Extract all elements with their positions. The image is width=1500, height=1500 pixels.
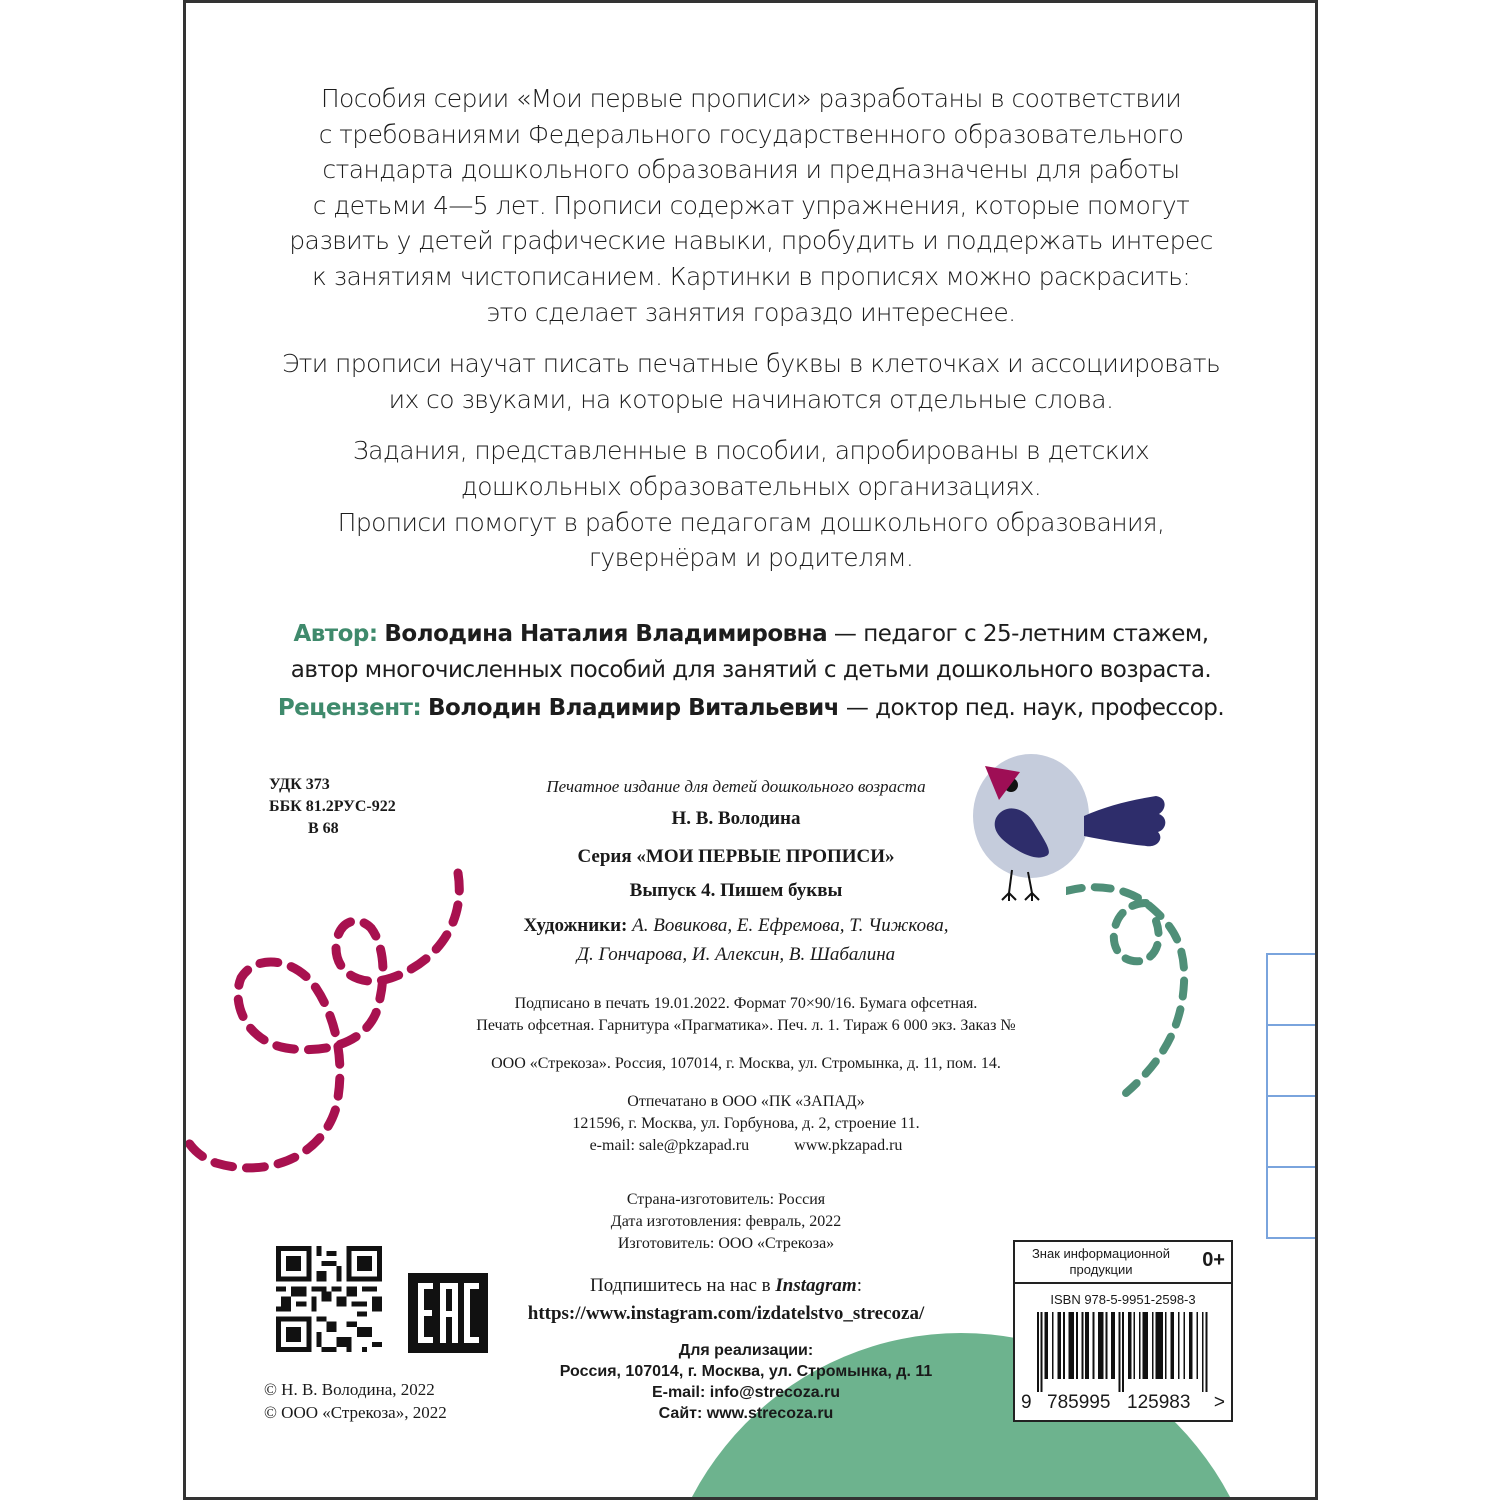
intro-text (266, 81, 1236, 592)
barcode-digit-first: 9 (1021, 1392, 1032, 1413)
reviewer-name: Володин Владимир Витальевич (428, 695, 840, 721)
instagram-brand: Instagram (775, 1275, 857, 1296)
writing-cell (1266, 953, 1315, 1024)
barcode-digit-group-2: 125983 (1127, 1392, 1191, 1413)
reviewer-credit (226, 690, 1276, 726)
imprint (436, 775, 1036, 969)
text-line: это сделает занятия гораздо интереснее. (486, 297, 1016, 327)
author-name: Володина Наталия Владимировна (384, 621, 828, 647)
instagram-suffix: : (856, 1275, 862, 1296)
manufacturer: Изготовитель: ООО «Стрекоза» (617, 1235, 835, 1252)
sale-address: Россия, 107014, г. Москва, ул. Стромынка, д. 11 (559, 1363, 933, 1380)
text-line: Пособия серии «Мои первые прописи» разработаны в соответствии (320, 84, 1182, 113)
writing-cell (1266, 1095, 1315, 1166)
intro-paragraph-3 (266, 433, 1236, 575)
qr-code-icon[interactable] (276, 1246, 382, 1352)
classification-codes (269, 774, 396, 840)
text-line: гувернёрам и родителям. (588, 543, 914, 573)
artists-label: Художники: (523, 915, 628, 936)
writing-cell (1266, 1024, 1315, 1095)
magenta-dashed-loop-icon (186, 853, 486, 1193)
isbn-box (1013, 1240, 1233, 1422)
publisher-address: ООО «Стрекоза». Россия, 107014, г. Москва, ул. Стромынка, д. 11, пом. 14. (491, 1055, 1001, 1072)
text-line: стандарта дошкольного образования и предназначены для работы (322, 155, 1180, 185)
age-rating: 0+ (1202, 1249, 1225, 1271)
info-product-sign (1015, 1242, 1231, 1284)
writing-cells (1266, 953, 1315, 1235)
artists (436, 911, 1036, 969)
text-line: дошкольных образовательных организациях. (460, 471, 1042, 501)
text-line: их со звуками, на которые начинаются отдельные слова. (388, 384, 1114, 414)
text-line: с детьми 4—5 лет. Прописи содержат упражнения, которые помогут (312, 190, 1190, 220)
country: Страна-изготовитель: Россия (626, 1191, 826, 1208)
printer-name: Отпечатано в ООО «ПК «ЗАПАД» (627, 1093, 865, 1110)
intro-paragraph-1 (266, 81, 1236, 330)
manufacturer-info (486, 1189, 966, 1255)
bbk-code: ББК 81.2РУС-922 (269, 798, 396, 815)
sale-label: Для реализации: (678, 1342, 814, 1359)
barcode-arrow: > (1213, 1392, 1225, 1413)
edition-subtitle: Печатное издание для детей дошкольного возраста (546, 777, 926, 796)
barcode-icon (1037, 1312, 1213, 1392)
sale-email[interactable]: E-mail: info@strecoza.ru (651, 1384, 841, 1401)
info-sign-label: Знак информационной продукции (1031, 1246, 1171, 1277)
imprint-author: Н. В. Володина (671, 808, 801, 829)
green-dashed-trail-icon (1066, 883, 1246, 1103)
manufacture-date: Дата изготовления: февраль, 2022 (610, 1213, 842, 1230)
intro-paragraph-2 (266, 346, 1236, 417)
author-label: Автор: (293, 621, 378, 647)
sale-info (496, 1340, 996, 1424)
book-back-cover (183, 0, 1318, 1500)
print-signed-line-2: Печать офсетная. Гарнитура «Прагматика». Печ. л. 1. Тираж 6 000 экз. Заказ № (476, 1017, 1016, 1034)
sale-site[interactable]: Сайт: www.strecoza.ru (658, 1405, 834, 1422)
text-line: Задания, представленные в пособии, апробированы в детских (352, 436, 1150, 466)
text-line: Эти прописи научат писать печатные буквы в клеточках и ассоциировать (281, 349, 1221, 379)
instagram-link[interactable]: https://www.instagram.com/izdatelstvo_strecoza/ (527, 1303, 925, 1324)
text-line: развить у детей графические навыки, пробудить и поддержать интерес (289, 226, 1213, 256)
bird-illustration-icon (966, 748, 1171, 903)
credits (226, 616, 1276, 726)
copyright-author: © Н. В. Володина, 2022 (264, 1380, 435, 1399)
writing-cell (1266, 1166, 1315, 1239)
printer-email[interactable]: e-mail: sale@pkzapad.ru (589, 1137, 750, 1154)
artists-line-2: Д. Гончарова, И. Алексин, В. Шабалина (576, 944, 896, 965)
udk-code: УДК 373 (269, 776, 330, 793)
author-description: — педагог с 25-летним стажем, (827, 621, 1209, 647)
artists-line-1: А. Вовикова, Е. Ефремова, Т. Чижкова, (627, 915, 949, 936)
text-line: Прописи помогут в работе педагогам дошкольного образования, (337, 507, 1165, 537)
issue-title: Выпуск 4. Пишем буквы (629, 880, 843, 901)
barcode-digit-group-1: 785995 (1047, 1392, 1111, 1413)
instagram-block (436, 1272, 1016, 1328)
author-credit (226, 616, 1276, 652)
copyright (264, 1378, 447, 1424)
author-code: В 68 (308, 820, 339, 837)
printer-address: 121596, г. Москва, ул. Горбунова, д. 2, строение 11. (572, 1115, 920, 1132)
author-description-2: автор многочисленных пособий для занятий с детьми дошкольного возраста. (290, 657, 1212, 683)
instagram-prefix: Подпишитесь на нас в (590, 1275, 776, 1296)
copyright-publisher: © ООО «Стрекоза», 2022 (264, 1403, 447, 1422)
isbn-number: ISBN 978-5-9951-2598-3 (1050, 1292, 1196, 1307)
reviewer-description: — доктор пед. наук, профессор. (839, 695, 1225, 721)
printer-site[interactable]: www.pkzapad.ru (794, 1137, 903, 1154)
text-line: с требованиями Федерального государственного образовательного (318, 119, 1184, 149)
eac-mark-icon (408, 1273, 488, 1353)
text-line: к занятиям чистописанием. Картинки в прописях можно раскрасить: (311, 261, 1191, 291)
series-title: Серия «МОИ ПЕРВЫЕ ПРОПИСИ» (577, 846, 895, 867)
reviewer-label: Рецензент: (277, 695, 422, 721)
print-signed-line-1: Подписано в печать 19.01.2022. Формат 70×90/16. Бумага офсетная. (514, 995, 978, 1012)
